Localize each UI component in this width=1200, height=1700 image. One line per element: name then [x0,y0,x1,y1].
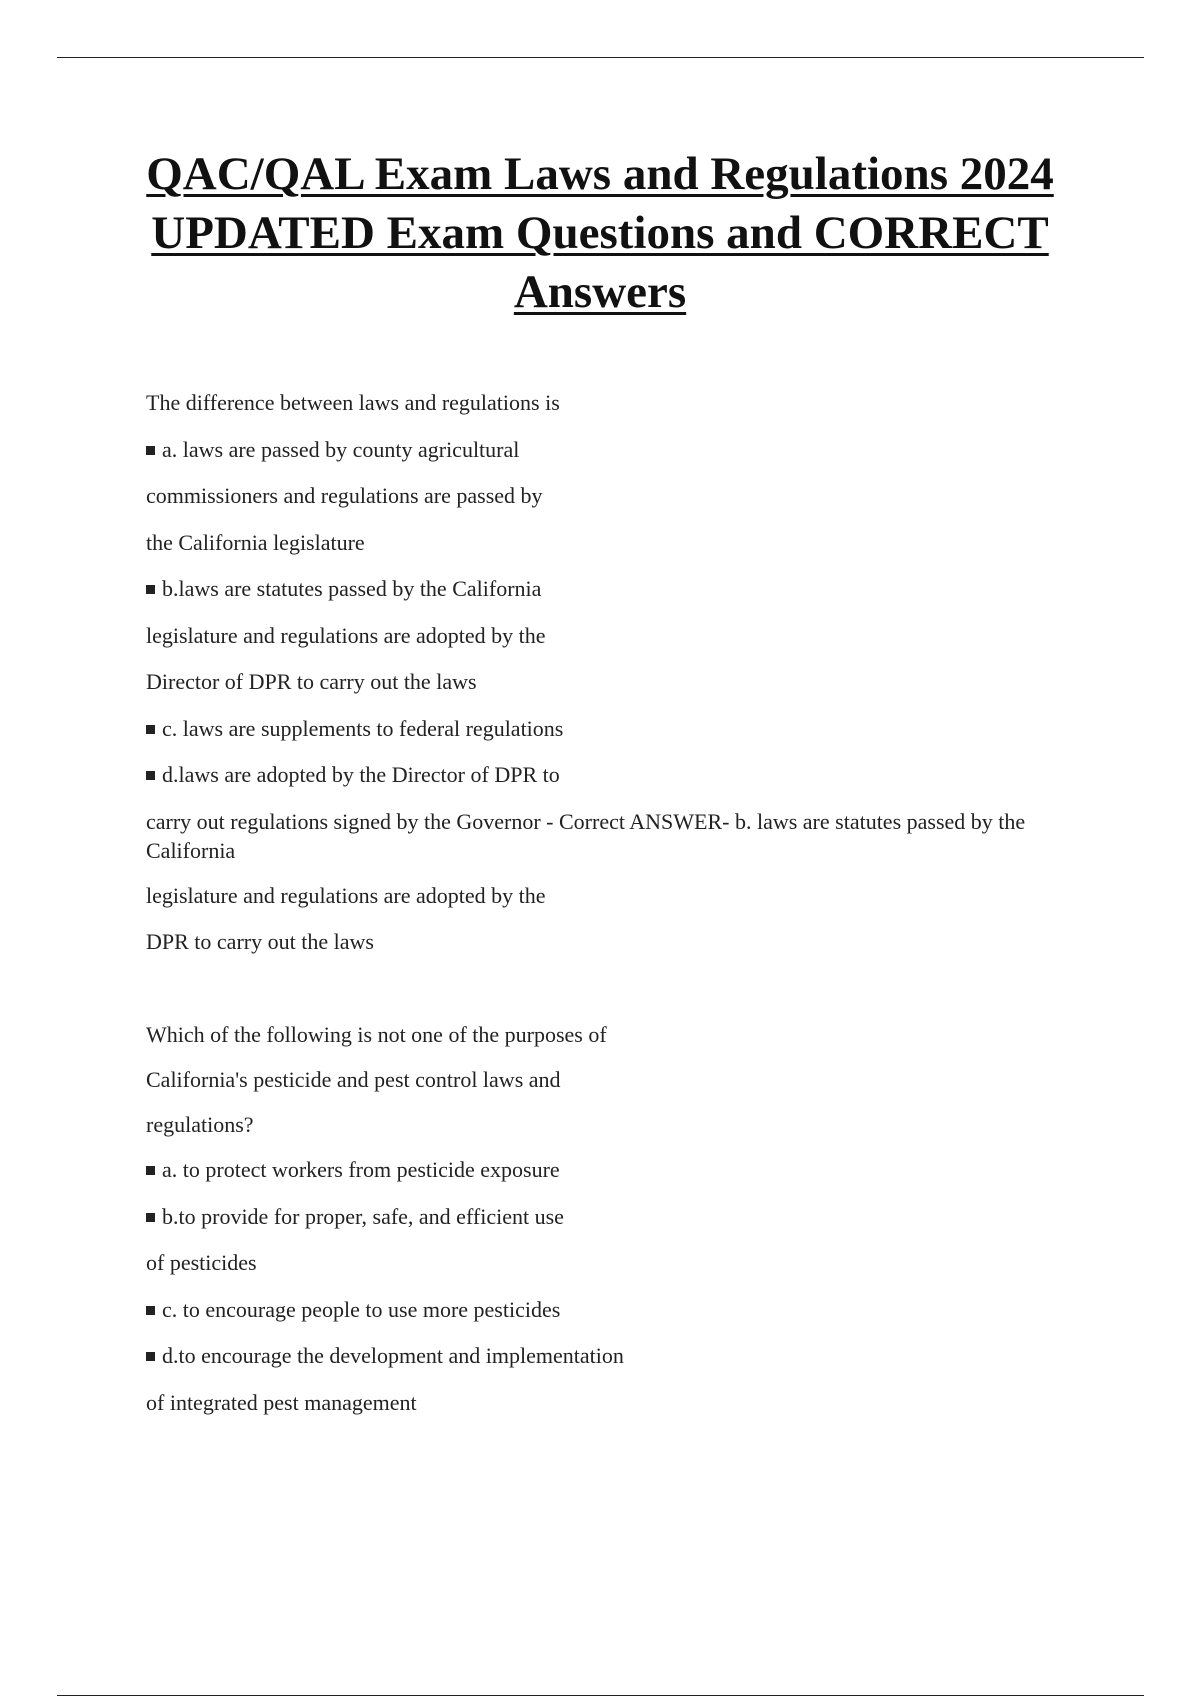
question-1-option-a-cont: the California legislature [146,529,365,555]
question-1-option-b: b.laws are statutes passed by the California [146,574,1086,604]
black-square-bullet-icon [146,1352,155,1361]
question-1-answer-cont: DPR to carry out the laws [146,929,374,954]
bottom-divider [57,1695,1144,1696]
top-divider [57,57,1144,58]
question-1-option-c: c. laws are supplements to federal regulations [146,714,1086,744]
black-square-bullet-icon [146,725,155,734]
document-title [100,145,1100,322]
question-2-option-c: c. to encourage people to use more pesticides [146,1295,1086,1325]
question-1-option-d: d.laws are adopted by the Director of DPR to [146,760,1086,790]
title-line-3: Answers [513,266,687,318]
question-1-block [146,388,1086,974]
question-2-prompt-cont: California's pesticide and pest control laws and [146,1067,561,1092]
question-2-prompt: Which of the following is not one of the purposes of [146,1022,607,1047]
question-2-option-a: a. to protect workers from pesticide exposure [146,1155,1086,1185]
title-line-2: UPDATED Exam Questions and CORRECT [151,207,1049,259]
black-square-bullet-icon [146,1306,155,1315]
question-1-option-b-cont: Director of DPR to carry out the laws [146,669,477,694]
question-1-option-a: a. laws are passed by county agricultural [146,435,1086,465]
question-2-option-b-cont: of pesticides [146,1250,257,1275]
question-2-option-d: d.to encourage the development and implementation [146,1341,1086,1371]
question-1-option-a-cont: commissioners and regulations are passed by [146,483,543,508]
question-1-option-b-cont: legislature and regulations are adopted by the [146,622,546,648]
black-square-bullet-icon [146,446,155,455]
question-1-correct-answer: carry out regulations signed by the Governor - Correct ANSWER- b. laws are statutes passed by the California [146,808,1026,863]
black-square-bullet-icon [146,771,155,780]
question-2-option-d-cont: of integrated pest management [146,1389,417,1415]
question-2-prompt-cont: regulations? [146,1112,254,1137]
question-2-block [146,1020,1086,1434]
title-line-1: QAC/QAL Exam Laws and Regulations 2024 [146,148,1054,200]
question-2-option-b: b.to provide for proper, safe, and efficient use [146,1202,1086,1232]
question-1-answer-cont: legislature and regulations are adopted by the [146,882,546,908]
black-square-bullet-icon [146,585,155,594]
black-square-bullet-icon [146,1166,155,1175]
black-square-bullet-icon [146,1213,155,1222]
question-1-prompt: The difference between laws and regulations is [146,390,560,415]
